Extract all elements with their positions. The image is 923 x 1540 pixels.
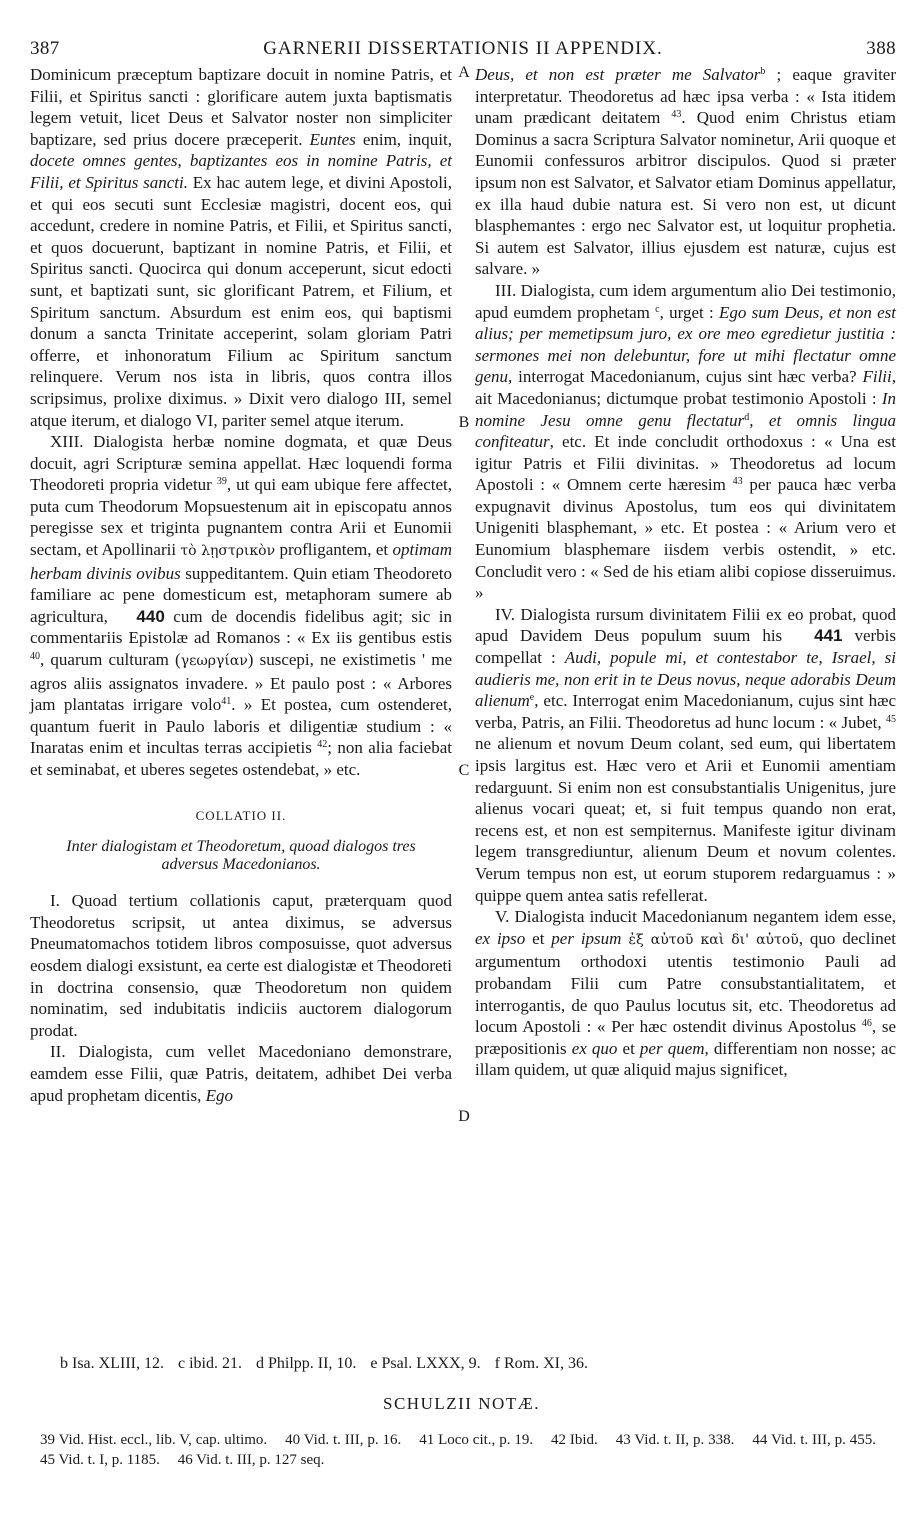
paragraph-v: V. Dialogista inducit Macedonianum negantem idem esse, ex ipso et per ipsum ἐξ αὐτοῦ καὶ δι' αὐτοῦ, quo declinet argumentum orthodoxi utentis testimonio Pauli ad probandam Filii cum Patre consubstantialitatem, et interrogantis, de quo Paulus locutus sit, etc. Theodoretus ad locum Apostoli : « Per hæc ostendit divinus Apostolus $^{46}$, se præpositionis ex quo et per quem, differentiam non nosse; ac illam quidem, ut quæ aliquid majus significet, <box>475 907 896 1080</box>
margin-letter-b: B <box>458 414 470 431</box>
schulz-notes <box>40 1430 890 1470</box>
paragraph-iii: III. Dialogista, cum idem argumentum alio Dei testimonio, apud eumdem prophetam $^c$, urget : Ego sum Deus, et non est alius; per memetipsum juro, ex ore meo egredietur justitia : sermones mei non delebuntur, fore ut mihi flectatur omne genu, interrogat Macedonianum, cujus sint hæc verba? Filii, ait Macedonianus; dictumque probat testimonio Apostoli : In nomine Jesu omne genu flectatur$^d$, et omnis lingua confiteatur, etc. Et inde concludit orthodoxus : « Una est igitur Patris et Filii divinitas. » Theodoretus ad locum Apostoli : « Omnem certe hæresim $^{43}$ per pauca hæc verba expugnavit divinus Apostolus, tum eos qui divinitatem Unigeniti blasphemant, » etc. Et postea : « Arium vero et Eunomium blasphemare iisdem verbis ostendit, » etc. Concludit vero : « Sed de his etiam alibi copiose disseruimus. » <box>475 280 897 603</box>
scripture-ref: b Isa. XLIII, 12. <box>60 1355 164 1372</box>
paragraph-ii: II. Dialogista, cum vellet Macedoniano demonstrare, eamdem esse Filii, quæ Patris, deitatem, adhibet Dei verba apud prophetam dicentis, Ego <box>30 1042 452 1105</box>
paragraph-xiii: XIII. Dialogista herbæ nomine dogmata, et quæ Deus docuit, agri Scripturæ semina appellat. Hæc loquendi forma Theodoreti propria videtur $^{39}$, ut qui eam ubique fere affectet, puta cum Theodorum Mopsuestenum ait in episcopatu annos peregisse sex et triginta pugnantem contra Arii et Eunomii sectam, et Apollinarii τὸ λῃστρικὸν profligantem, et optimam herbam divinis ovibus suppeditantem. Quin etiam Theodoreto familiare ac pene domesticum est, metaphoram sumere ab agricultura, 440 cum de docendis fidelibus agit; sic in commentariis Epistolæ ad Romanos : « Ex iis gentibus estis $^{40}$, quarum culturam (γεωργίαν) suscepi, ne existimetis ' me agros aliis assignatos invadere. » Et paulo post : « Arbores jam plantatas irrigare volo$^{41}$. » Et postea, cum ostenderet, quantum fuerit in Paulo laboris et diligentiæ studium : « Inaratas enim et incultas terras accipietis $^{42}$; non alia faciebat et seminabat, et uberes segetes ostendebat, » etc. <box>30 432 453 779</box>
note-item: 44 Vid. t. III, p. 455. <box>752 1432 877 1448</box>
scripture-ref: f Rom. XI, 36. <box>494 1355 588 1372</box>
note-ref-42: 42 <box>317 739 328 751</box>
margin-letter-a: A <box>458 64 470 81</box>
note-item: 43 Vid. t. II, p. 338. <box>615 1432 735 1448</box>
paragraph-i: I. Quoad tertium collationis caput, præterquam quod Theodoretus scripsit, ut antea diximus, se adversus Pneumatomachos totidem libros composuisse, quot adversus eosdem dialogi exsistunt, ea certe est dialogistæ et Theodoreti in doctrina consensio, quæ Theodoretum non quidem nominatim, sed indubitatis indiciis auctorem dialogorum prodat. <box>30 891 452 1040</box>
collatio-heading: COLLATIO II. <box>195 807 287 823</box>
paragraph-right-1: Deus, et non est præter me Salvator$^b$ ; eaque graviter interpretatur. Theodoretus ad hæc ipsa verba : « Ista itidem unam prædicant deitatem $^{43}$. Quod enim Christus etiam Dominus a sacra Scriptura Salvator nominetur, Arii quoque et Eunomii confessuros arbitror discipulos. Quod si præter ipsum non est Salvator, et Salvator etiam Dominus appellatur, ex illa haud dubie natura est. Si vero non est, ut dicunt blasphemantes : ergo nec Salvator est, ut loquitur prophetia. Si autem est Salvator, illius ejusdem est naturæ, cujus est salvare. » <box>475 65 897 279</box>
page-number-left: 387 <box>30 38 60 59</box>
note-item: 46 Vid. t. III, p. 127 seq. <box>177 1452 325 1468</box>
page-reference-440: 440 <box>136 606 165 626</box>
collatio-subheading: Inter dialogistam et Theodoretum, quoad dialogos tres adversus Macedonianos. <box>66 838 416 874</box>
page-reference-441: 441 <box>814 626 843 646</box>
note-item: 40 Vid. t. III, p. 16. <box>285 1432 402 1448</box>
right-column <box>475 64 896 1081</box>
margin-letter-c: C <box>458 762 470 779</box>
scripture-ref: e Psal. LXXX, 9. <box>370 1355 481 1372</box>
note-item: 45 Vid. t. I, p. 1185. <box>40 1452 160 1468</box>
scripture-references <box>60 1355 860 1373</box>
scripture-ref: d Philpp. II, 10. <box>255 1355 357 1372</box>
paragraph-left-1: Dominicum præceptum baptizare docuit in nomine Patris, et Filii, et Spiritus sancti : glorificare autem juxta baptismatis legem vetuit, licet Deus et Salvator noster non simpliciter baptizare, sed prius docere præceperit. Euntes enim, inquit, docete omnes gentes, baptizantes eos in nomine Patris, et Filii, et Spiritus sancti. Ex hac autem lege, et divini Apostoli, et qui eos secuti sunt Ecclesiæ magistri, docent eos, qui accedunt, credere in nomine Patris, et Filii, et Spiritus sancti, et quos docuerunt, baptizant in nomine Patris, et Filii, et Spiritus sancti. Quocirca qui donum acceperunt, sicut edocti sunt, et baptizati sunt, sic glorificant Patrem, et Filium, et Spiritum sanctum. Absurdum est enim eos, qui baptismi donum a sancta Trinitate acceperint, solam gloriam Patri offerre, et inhonoratum Filium ac Spiritum sanctum relinquere. Verum nos ista in libris, quos contra illos scripsimus, prolixe diximus. » Dixit vero dialogo III, semel atque iterum, et dialogo VI, pariter semel atque iterum. <box>30 65 452 430</box>
running-title: GARNERII DISSERTATIONIS II APPENDIX. <box>263 38 663 59</box>
note-item: 41 Loco cit., p. 19. <box>419 1432 534 1448</box>
note-ref-44: 43 <box>732 476 743 488</box>
note-ref-41: 41 <box>221 696 232 708</box>
paragraph-iv: IV. Dialogista rursum divinitatem Filii ex eo probat, quod apud Davidem Deus populum suum his 441 verbis compellat : Audi, popule mi, et contestabor te, Israel, si audieris me, non erit in te Deus novus, neque adorabis Deum alienum$^e$, etc. Interrogat enim Macedonianum, cujus sint hæc verba, Patris, an Filii. Theodoretus ad hunc locum : « Jubet, $^{45}$ ne alienum et novum Deum colant, sed eum, qui libertatem ipsis largitus est. Hæc vero et Arii et Eunomii amentiam redarguunt. Si enim non est consubstantialis Unigenitus, jure alienus vocari queat; et, si fuit tempus quando non erat, recens est, et non est sempiternus. Manifeste igitur divinam legem transgrediuntur, alienum Deum et novum colentes. Verum tempus non est, ut eorum stuporem redarguamus : » quippe quem antea satis refellerat. <box>475 604 897 905</box>
running-header <box>30 38 896 62</box>
note-ref-45: 45 <box>886 713 896 725</box>
left-column <box>30 64 452 1106</box>
margin-letter-d: D <box>458 1108 470 1125</box>
note-item: 42 Ibid. <box>551 1432 598 1448</box>
page-number-right: 388 <box>866 38 896 59</box>
note-ref-46: 46 <box>861 1018 872 1030</box>
note-ref-39: 39 <box>216 476 227 488</box>
scripture-ref: c ibid. 21. <box>177 1355 242 1372</box>
note-item: 39 Vid. Hist. eccl., lib. V, cap. ultimo. <box>40 1432 268 1448</box>
notes-title: SCHULZII NOTÆ. <box>383 1394 540 1413</box>
note-ref-40: 40 <box>30 651 40 663</box>
note-ref-43: 43 <box>671 109 682 121</box>
